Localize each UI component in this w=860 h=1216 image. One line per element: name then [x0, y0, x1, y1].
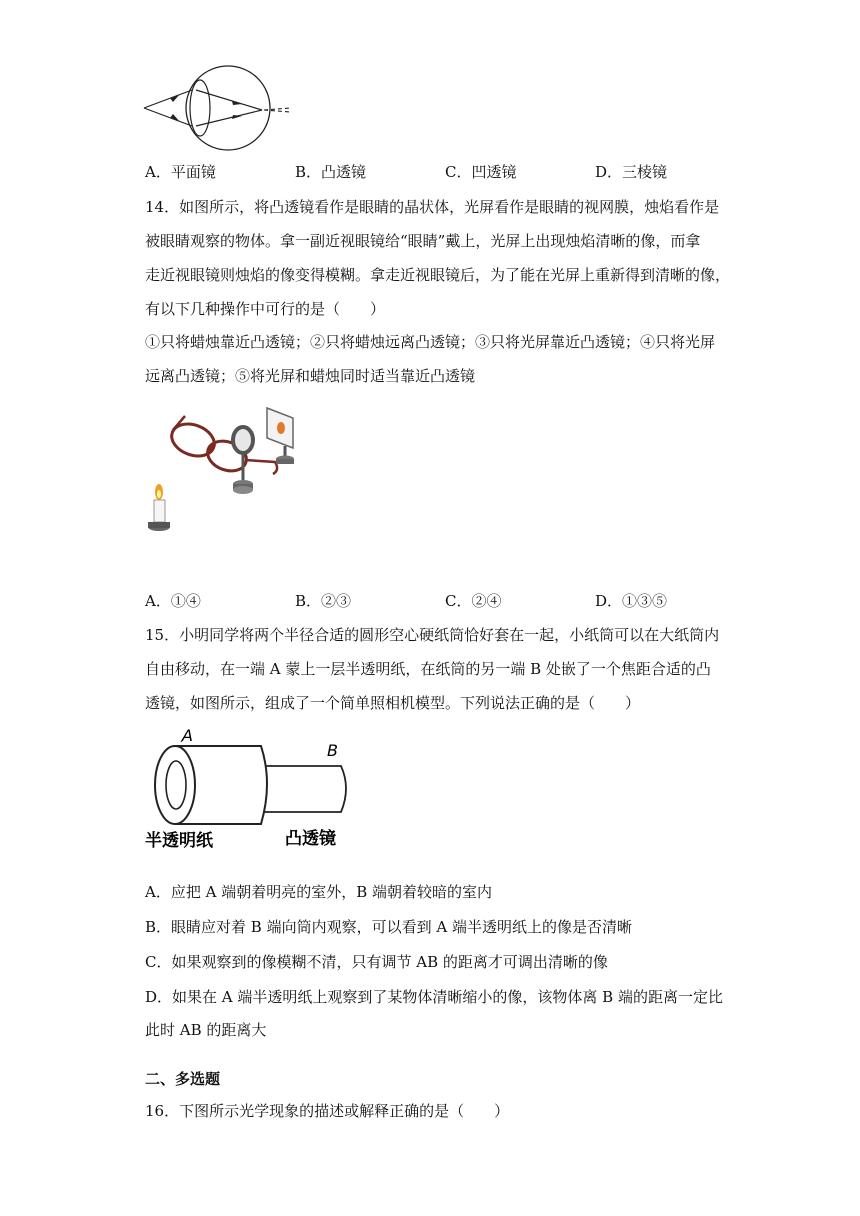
- label-convex-lens: 凸透镜: [285, 829, 336, 849]
- q15-option-d-line-2: 此时 AB 的距离大: [145, 1021, 267, 1039]
- q14-line-4: 有以下几种操作中可行的是（ ）: [145, 300, 386, 318]
- q13-option-d: D．三棱镜: [595, 163, 668, 181]
- q14-line-3: 走近视眼镜则烛焰的像变得模糊。拿走近视眼镜后，为了能在光屏上重新得到清晰的像，: [145, 266, 731, 284]
- q15-line-1: 15．小明同学将两个半径合适的圆形空心硬纸筒恰好套在一起，小纸筒可以在大纸筒内: [145, 626, 720, 644]
- q15-camera-model-figure: [145, 728, 375, 858]
- q14-option-a: A．①④: [145, 592, 201, 610]
- section-title-multiple-choice: 二、多选题: [145, 1070, 221, 1088]
- q16-stem: 16．下图所示光学现象的描述或解释正确的是（ ）: [145, 1102, 510, 1120]
- q13-option-c: C．凹透镜: [445, 163, 517, 181]
- eye-ray-diagram: [140, 60, 300, 160]
- q15-line-3: 透镜，如图所示，组成了一个简单照相机模型。下列说法正确的是（ ）: [145, 694, 641, 712]
- label-a: A: [182, 726, 193, 745]
- q14-line-1: 14．如图所示，将凸透镜看作是眼睛的晶状体，光屏看作是眼睛的视网膜，烛焰看作是: [145, 198, 720, 216]
- glasses-icon: [167, 416, 277, 476]
- q15-option-d-line-1: D．如果在 A 端半透明纸上观察到了某物体清晰缩小的像，该物体离 B 端的距离一定比: [145, 988, 723, 1006]
- q14-option-b: B．②③: [295, 592, 352, 610]
- q13-option-a: A．平面镜: [145, 163, 216, 181]
- q14-lens-experiment-figure: [145, 400, 335, 545]
- q14-option-d: D．①③⑤: [595, 592, 668, 610]
- light-screen-icon: [267, 408, 294, 464]
- q15-option-c: C．如果观察到的像模糊不清，只有调节 AB 的距离才可调出清晰的像: [145, 953, 608, 971]
- q14-line-6: 远离凸透镜；⑤将光屏和蜡烛同时适当靠近凸透镜: [145, 367, 476, 385]
- q14-line-5: ①只将蜡烛靠近凸透镜；②只将蜡烛远离凸透镜；③只将光屏靠近凸透镜；④只将光屏: [145, 333, 716, 351]
- q14-option-c: C．②④: [445, 592, 502, 610]
- label-translucent-paper: 半透明纸: [145, 831, 213, 851]
- q15-option-b: B．眼睛应对着 B 端向筒内观察，可以看到 A 端半透明纸上的像是否清晰: [145, 918, 632, 936]
- candle-icon: [148, 484, 170, 531]
- q15-line-2: 自由移动，在一端 A 蒙上一层半透明纸，在纸筒的另一端 B 处嵌了一个焦距合适的凸: [145, 660, 711, 678]
- label-b: B: [327, 741, 338, 760]
- q14-line-2: 被眼睛观察的物体。拿一副近视眼镜给“眼睛”戴上，光屏上出现烛焰清晰的像，而拿: [145, 232, 701, 250]
- q15-option-a: A．应把 A 端朝着明亮的室外，B 端朝着较暗的室内: [145, 883, 492, 901]
- q13-option-b: B．凸透镜: [295, 163, 367, 181]
